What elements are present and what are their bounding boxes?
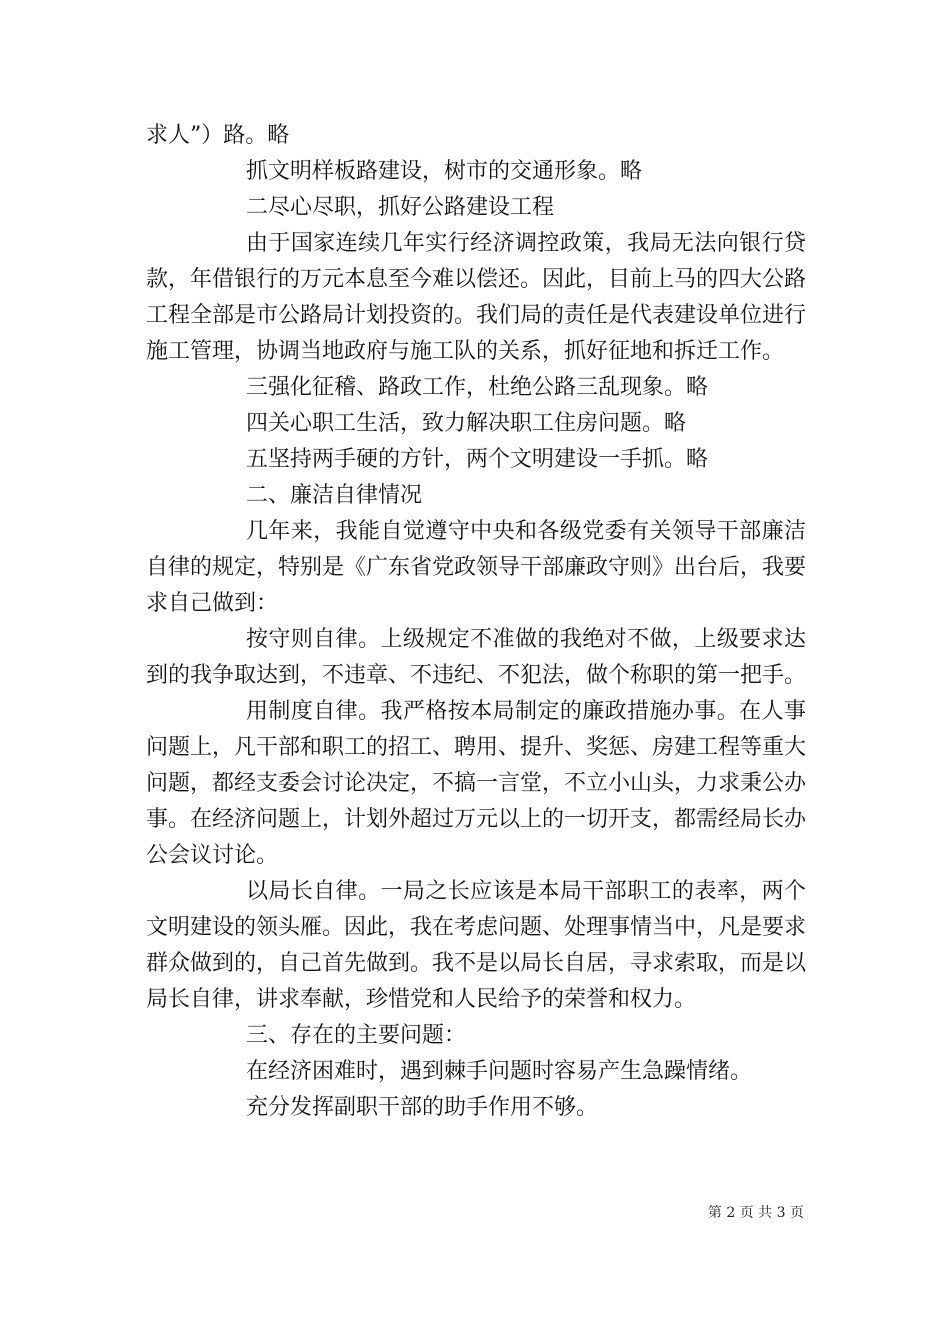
paragraph: 以局长自律。一局之长应该是本局干部职工的表率，两个文明建设的领头雁。因此，我在考虑问题、处理事情当中，凡是要求群众做到的，自己首先做到。我不是以局长自居，寻求索取，而是以局长自律，讲求奉献，珍惜党和人民给予的荣誉和权力。: [146, 879, 807, 1012]
paragraph: 由于国家连续几年实行经济调控政策，我局无法向银行贷款，年借银行的万元本息至今难以偿还。因此，目前上马的四大公路工程全部是市公路局计划投资的。我们局的责任是代表建设单位进行施工管理，协调当地政府与施工队的关系，抓好征地和拆迁工作。: [146, 231, 807, 364]
section-heading: 二、廉洁自律情况: [246, 483, 423, 508]
section-heading: 三、存在的主要问题：: [246, 1023, 467, 1048]
paragraph: 按守则自律。上级规定不准做的我绝对不做，上级要求达到的我争取达到，不违章、不违纪、不犯法，做个称职的第一把手。: [146, 627, 807, 688]
paragraph: 充分发挥副职干部的助手作用不够。: [246, 1095, 599, 1120]
paragraph: 几年来，我能自觉遵守中央和各级党委有关领导干部廉洁自律的规定，特别是《广东省党政领导干部廉政守则》出台后，我要求自己做到：: [146, 519, 807, 616]
section-heading: 五坚持两手硬的方针，两个文明建设一手抓。略: [246, 447, 709, 472]
paragraph: 在经济困难时，遇到棘手问题时容易产生急躁情绪。: [246, 1059, 753, 1084]
paragraph: 用制度自律。我严格按本局制定的廉政措施办事。在人事问题上，凡干部和职工的招工、聘用、提升、奖惩、房建工程等重大问题，都经支委会讨论决定，不搞一言堂，不立小山头，力求秉公办事。在经济问题上，计划外超过万元以上的一切开支，都需经局长办公会议讨论。: [146, 699, 807, 868]
paragraph: 求人”）路。略: [146, 123, 290, 148]
section-heading: 三强化征稽、路政工作，杜绝公路三乱现象。略: [246, 375, 709, 400]
section-heading: 四关心职工生活，致力解决职工住房问题。略: [246, 411, 687, 436]
document-body: [146, 118, 806, 1126]
page-number-footer: 第 2 页 共 3 页: [707, 1205, 804, 1221]
section-heading: 二尽心尽职，抓好公路建设工程: [246, 195, 555, 220]
paragraph: 抓文明样板路建设，树市的交通形象。略: [246, 159, 643, 184]
